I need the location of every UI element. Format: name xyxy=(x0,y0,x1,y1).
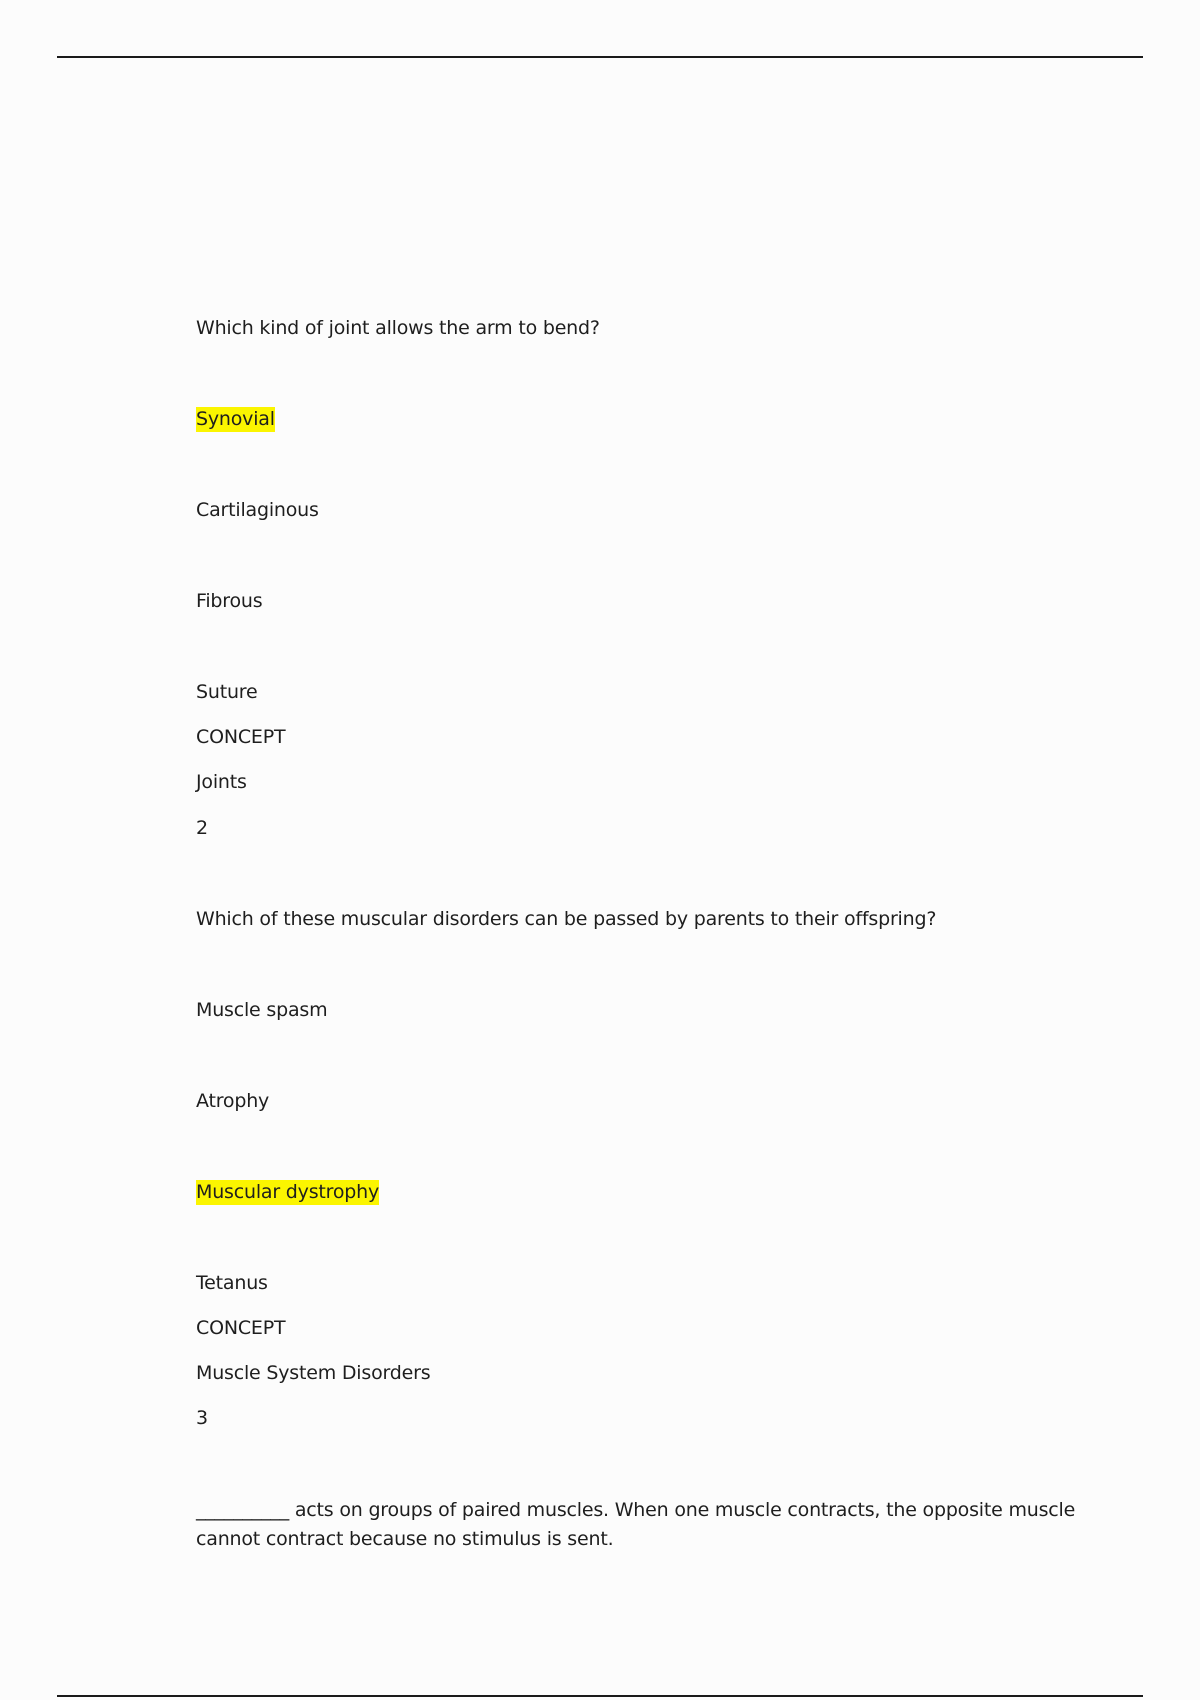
concept-value: Muscle System Disorders xyxy=(196,1362,431,1384)
question-prompt: Which of these muscular disorders can be passed by parents to their offspring? xyxy=(196,908,937,930)
question-prompt-text: acts on groups of paired muscles. When one muscle contracts, the opposite muscle cannot contract because no stimulus is sent. xyxy=(196,1499,1076,1550)
question-number: 3 xyxy=(196,1407,208,1429)
answer-option: Fibrous xyxy=(196,590,263,612)
answer-option xyxy=(196,406,275,432)
answer-option: Suture xyxy=(196,681,258,703)
header-rule xyxy=(57,56,1143,58)
answer-option: Muscle spasm xyxy=(196,999,328,1021)
concept-label: CONCEPT xyxy=(196,1317,286,1339)
correct-answer-highlight: Muscular dystrophy xyxy=(196,1181,380,1203)
fill-in-blank: __________ xyxy=(196,1499,290,1521)
answer-option: Atrophy xyxy=(196,1090,270,1112)
concept-label: CONCEPT xyxy=(196,726,286,748)
footer-rule xyxy=(57,1695,1143,1697)
question-prompt: Which kind of joint allows the arm to bend? xyxy=(196,317,600,339)
question-prompt xyxy=(196,1496,1136,1554)
answer-option xyxy=(196,1179,379,1205)
answer-option: Tetanus xyxy=(196,1272,268,1294)
answer-option: Cartilaginous xyxy=(196,499,319,521)
question-number: 2 xyxy=(196,817,208,839)
concept-value: Joints xyxy=(196,771,247,793)
correct-answer-highlight: Synovial xyxy=(196,408,275,430)
